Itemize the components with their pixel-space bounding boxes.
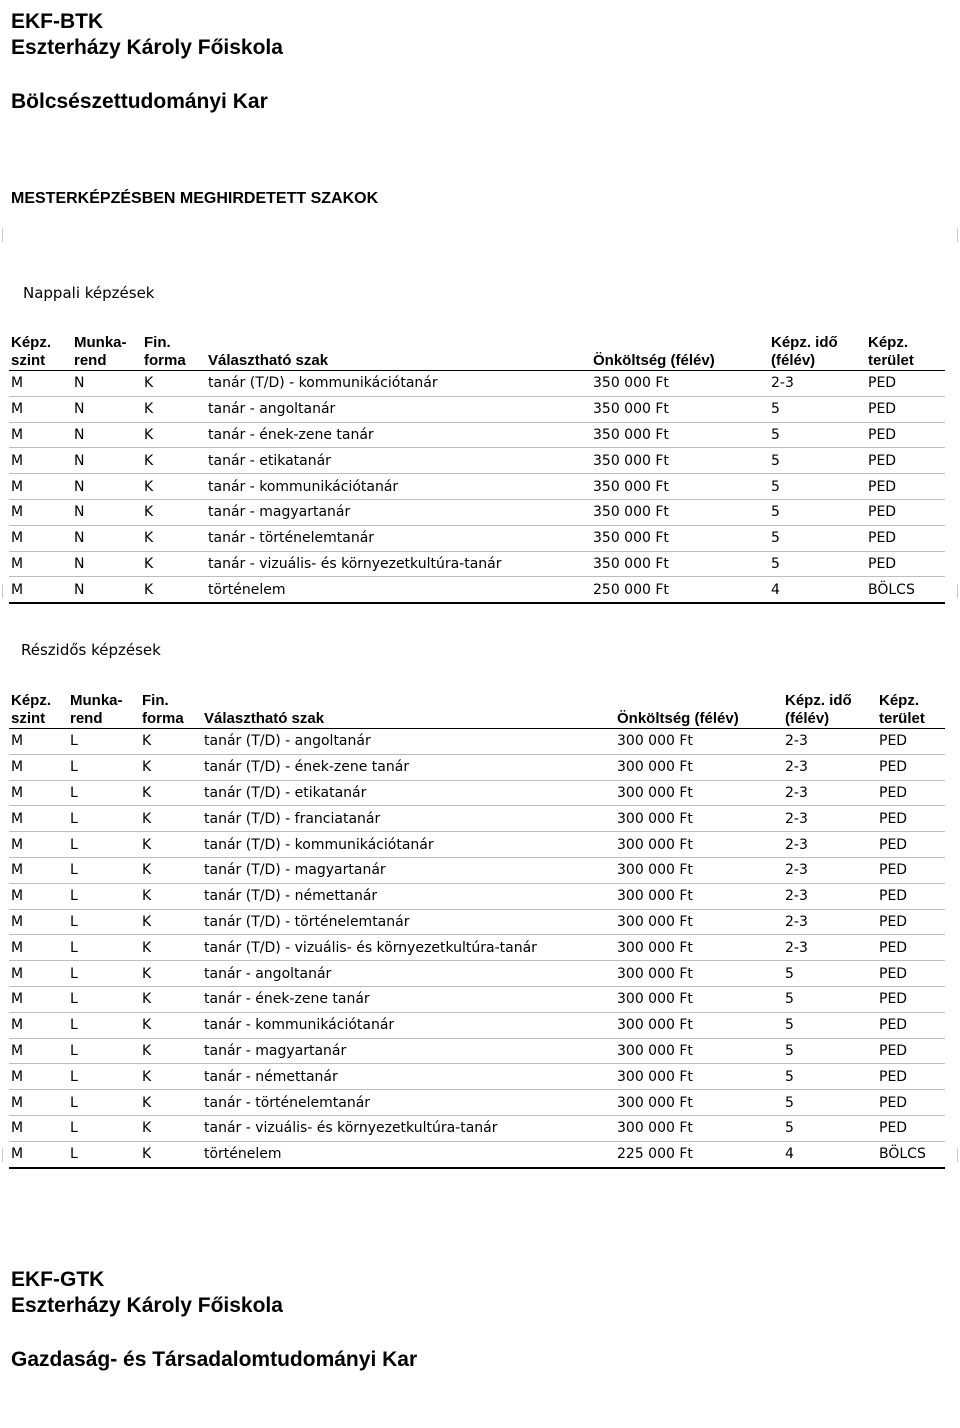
cell-szak: tanár - történelemtanár — [202, 1090, 615, 1116]
col-fin-forma: Fin. forma — [142, 332, 206, 371]
cell-kepz-ido: 5 — [783, 1090, 877, 1116]
cell-munkarend: L — [68, 1090, 140, 1116]
cell-onkoltseg: 300 000 Ft — [615, 909, 783, 935]
cell-fin-forma: K — [140, 1038, 202, 1064]
table-row — [9, 961, 945, 987]
cell-szak: tanár - kommunikációtanár — [206, 474, 591, 500]
cell-onkoltseg: 300 000 Ft — [615, 754, 783, 780]
cell-onkoltseg: 300 000 Ft — [615, 780, 783, 806]
cell-fin-forma: K — [140, 909, 202, 935]
table-row — [9, 857, 945, 883]
table-row — [9, 474, 945, 500]
cell-fin-forma: K — [140, 754, 202, 780]
cell-fin-forma: K — [142, 499, 206, 525]
cell-onkoltseg: 300 000 Ft — [615, 1038, 783, 1064]
cell-szak: tanár (T/D) - magyartanár — [202, 857, 615, 883]
cell-munkarend: L — [68, 1141, 140, 1167]
reszidos-table — [9, 690, 945, 1169]
table-row — [9, 832, 945, 858]
institution-name: Eszterházy Károly Főiskola — [11, 36, 283, 59]
cell-kepz-ido: 2-3 — [783, 857, 877, 883]
col-munkarend: Munka- rend — [68, 690, 140, 729]
table-row — [9, 371, 945, 397]
table-row — [9, 1090, 945, 1116]
cell-kepz-ido: 5 — [769, 499, 866, 525]
table-row — [9, 1115, 945, 1141]
cell-kepz-szint: M — [9, 525, 72, 551]
cell-kepz-szint: M — [9, 422, 72, 448]
cell-kepz-szint: M — [9, 935, 68, 961]
table-row — [9, 729, 945, 755]
cell-onkoltseg: 300 000 Ft — [615, 832, 783, 858]
cell-kepz-szint: M — [9, 780, 68, 806]
cell-kepz-ido: 5 — [769, 396, 866, 422]
cell-kepz-ido: 2-3 — [783, 754, 877, 780]
cell-kepz-szint: M — [9, 1012, 68, 1038]
cell-szak: tanár (T/D) - ének-zene tanár — [202, 754, 615, 780]
cell-kepz-terulet: BÖLCS — [866, 577, 945, 603]
cell-onkoltseg: 300 000 Ft — [615, 806, 783, 832]
cell-kepz-terulet: PED — [877, 883, 945, 909]
col-kepz-szint: Képz. szint — [9, 332, 72, 371]
table-row — [9, 806, 945, 832]
reszidos-table-header — [9, 690, 945, 729]
cell-kepz-ido: 4 — [769, 577, 866, 603]
cell-kepz-szint: M — [9, 729, 68, 755]
table-row — [9, 1012, 945, 1038]
cell-munkarend: L — [68, 857, 140, 883]
col-valaszthato-szak: Választható szak — [206, 332, 591, 371]
cell-onkoltseg: 300 000 Ft — [615, 1090, 783, 1116]
cell-kepz-szint: M — [9, 551, 72, 577]
cell-fin-forma: K — [140, 1090, 202, 1116]
table-row — [9, 448, 945, 474]
cell-fin-forma: K — [140, 832, 202, 858]
cell-kepz-terulet: PED — [866, 499, 945, 525]
cell-kepz-szint: M — [9, 909, 68, 935]
cell-munkarend: L — [68, 883, 140, 909]
cell-fin-forma: K — [142, 551, 206, 577]
cell-szak: tanár - etikatanár — [206, 448, 591, 474]
cell-fin-forma: K — [142, 396, 206, 422]
cell-fin-forma: K — [142, 525, 206, 551]
cell-munkarend: L — [68, 1115, 140, 1141]
cell-kepz-ido: 4 — [783, 1141, 877, 1167]
col-kepz-terulet: Képz. terület — [866, 332, 945, 371]
cell-kepz-terulet: PED — [877, 729, 945, 755]
cell-onkoltseg: 300 000 Ft — [615, 1115, 783, 1141]
cell-kepz-terulet: PED — [877, 832, 945, 858]
section-title: MESTERKÉPZÉSBEN MEGHIRDETETT SZAKOK — [11, 190, 379, 207]
col-munkarend: Munka- rend — [72, 332, 142, 371]
cell-kepz-terulet: PED — [877, 1115, 945, 1141]
cell-onkoltseg: 350 000 Ft — [591, 371, 769, 397]
cell-kepz-ido: 5 — [769, 448, 866, 474]
nappali-table-body — [9, 371, 945, 604]
cell-kepz-terulet: PED — [866, 448, 945, 474]
table-row — [9, 780, 945, 806]
cell-szak: tanár (T/D) - franciatanár — [202, 806, 615, 832]
cell-fin-forma: K — [140, 1064, 202, 1090]
footer-institution-name: Eszterházy Károly Főiskola — [11, 1294, 283, 1317]
cell-kepz-ido: 5 — [783, 961, 877, 987]
cell-szak: tanár - vizuális- és környezetkultúra-tanár — [202, 1115, 615, 1141]
cell-kepz-ido: 2-3 — [783, 832, 877, 858]
cell-kepz-terulet: PED — [877, 780, 945, 806]
cell-szak: tanár - ének-zene tanár — [202, 986, 615, 1012]
cell-munkarend: L — [68, 961, 140, 987]
footer-faculty-code: EKF-GTK — [11, 1268, 105, 1291]
cell-fin-forma: K — [140, 1141, 202, 1167]
col-kepz-ido: Képz. idő (félév) — [769, 332, 866, 371]
cell-kepz-terulet: PED — [877, 1064, 945, 1090]
cell-munkarend: L — [68, 754, 140, 780]
faculty-name: Bölcsészettudományi Kar — [11, 90, 268, 113]
cell-onkoltseg: 350 000 Ft — [591, 448, 769, 474]
footer-faculty-name: Gazdaság- és Társadalomtudományi Kar — [11, 1348, 418, 1371]
cell-kepz-szint: M — [9, 961, 68, 987]
cell-munkarend: N — [72, 474, 142, 500]
cell-kepz-ido: 2-3 — [783, 780, 877, 806]
cell-kepz-terulet: PED — [877, 806, 945, 832]
cell-fin-forma: K — [142, 474, 206, 500]
cell-kepz-terulet: PED — [877, 1090, 945, 1116]
cell-munkarend: N — [72, 448, 142, 474]
cell-kepz-szint: M — [9, 577, 72, 603]
cell-fin-forma: K — [142, 371, 206, 397]
cell-szak: tanár - kommunikációtanár — [202, 1012, 615, 1038]
cell-fin-forma: K — [140, 961, 202, 987]
cell-onkoltseg: 350 000 Ft — [591, 422, 769, 448]
cell-szak: tanár (T/D) - kommunikációtanár — [202, 832, 615, 858]
cell-kepz-ido: 5 — [783, 1012, 877, 1038]
cell-kepz-terulet: PED — [866, 371, 945, 397]
cell-kepz-terulet: PED — [866, 396, 945, 422]
cell-munkarend: N — [72, 577, 142, 603]
nappali-table-header — [9, 332, 945, 371]
cell-kepz-szint: M — [9, 1090, 68, 1116]
cell-kepz-szint: M — [9, 1064, 68, 1090]
cell-kepz-szint: M — [9, 754, 68, 780]
cell-szak: tanár (T/D) - történelemtanár — [202, 909, 615, 935]
cell-kepz-szint: M — [9, 499, 72, 525]
cell-kepz-szint: M — [9, 986, 68, 1012]
cell-kepz-ido: 2-3 — [783, 806, 877, 832]
cell-kepz-ido: 5 — [783, 1038, 877, 1064]
col-onkoltseg: Önköltség (félév) — [615, 690, 783, 729]
cell-onkoltseg: 300 000 Ft — [615, 1012, 783, 1038]
cell-munkarend: L — [68, 1012, 140, 1038]
cell-kepz-szint: M — [9, 806, 68, 832]
cell-kepz-terulet: PED — [877, 986, 945, 1012]
cell-kepz-terulet: PED — [877, 1012, 945, 1038]
table-row — [9, 986, 945, 1012]
cell-onkoltseg: 300 000 Ft — [615, 961, 783, 987]
cell-kepz-ido: 2-3 — [783, 883, 877, 909]
cell-munkarend: L — [68, 1038, 140, 1064]
table-row — [9, 422, 945, 448]
cell-kepz-terulet: PED — [877, 857, 945, 883]
edge-mark — [957, 228, 958, 242]
cell-kepz-szint: M — [9, 883, 68, 909]
cell-onkoltseg: 300 000 Ft — [615, 986, 783, 1012]
cell-fin-forma: K — [140, 1115, 202, 1141]
cell-onkoltseg: 350 000 Ft — [591, 525, 769, 551]
cell-onkoltseg: 350 000 Ft — [591, 396, 769, 422]
nappali-title: Nappali képzések — [23, 284, 155, 302]
cell-munkarend: L — [68, 1064, 140, 1090]
cell-munkarend: N — [72, 396, 142, 422]
cell-kepz-ido: 2-3 — [769, 371, 866, 397]
cell-munkarend: N — [72, 525, 142, 551]
edge-mark — [2, 1148, 3, 1162]
cell-kepz-terulet: PED — [877, 935, 945, 961]
cell-fin-forma: K — [140, 857, 202, 883]
edge-mark — [2, 584, 3, 598]
table-row — [9, 909, 945, 935]
cell-kepz-terulet: BÖLCS — [877, 1141, 945, 1167]
cell-kepz-ido: 2-3 — [783, 729, 877, 755]
table-row — [9, 499, 945, 525]
cell-munkarend: L — [68, 986, 140, 1012]
table-row — [9, 754, 945, 780]
cell-onkoltseg: 300 000 Ft — [615, 1064, 783, 1090]
cell-munkarend: N — [72, 499, 142, 525]
cell-munkarend: L — [68, 780, 140, 806]
cell-munkarend: L — [68, 909, 140, 935]
cell-munkarend: L — [68, 729, 140, 755]
cell-szak: tanár - angoltanár — [206, 396, 591, 422]
nappali-table — [9, 332, 945, 604]
cell-fin-forma: K — [142, 422, 206, 448]
cell-onkoltseg: 350 000 Ft — [591, 551, 769, 577]
table-row — [9, 883, 945, 909]
cell-fin-forma: K — [140, 986, 202, 1012]
cell-munkarend: L — [68, 935, 140, 961]
table-row — [9, 396, 945, 422]
cell-munkarend: N — [72, 371, 142, 397]
cell-kepz-szint: M — [9, 1141, 68, 1167]
cell-fin-forma: K — [140, 935, 202, 961]
cell-szak: tanár (T/D) - etikatanár — [202, 780, 615, 806]
cell-kepz-szint: M — [9, 371, 72, 397]
table-row — [9, 1064, 945, 1090]
cell-munkarend: L — [68, 806, 140, 832]
col-kepz-terulet: Képz. terület — [877, 690, 945, 729]
cell-fin-forma: K — [140, 780, 202, 806]
cell-kepz-terulet: PED — [877, 754, 945, 780]
cell-kepz-terulet: PED — [877, 961, 945, 987]
cell-onkoltseg: 300 000 Ft — [615, 857, 783, 883]
cell-kepz-terulet: PED — [866, 474, 945, 500]
cell-szak: tanár - angoltanár — [202, 961, 615, 987]
col-valaszthato-szak: Választható szak — [202, 690, 615, 729]
edge-mark — [957, 584, 958, 598]
cell-szak: történelem — [202, 1141, 615, 1167]
cell-szak: tanár (T/D) - vizuális- és környezetkultúra-tanár — [202, 935, 615, 961]
cell-szak: történelem — [206, 577, 591, 603]
cell-kepz-terulet: PED — [866, 422, 945, 448]
cell-szak: tanár - magyartanár — [202, 1038, 615, 1064]
cell-fin-forma: K — [140, 806, 202, 832]
cell-kepz-szint: M — [9, 474, 72, 500]
cell-szak: tanár (T/D) - némettanár — [202, 883, 615, 909]
cell-szak: tanár - némettanár — [202, 1064, 615, 1090]
cell-kepz-ido: 5 — [769, 474, 866, 500]
cell-kepz-ido: 5 — [769, 551, 866, 577]
table-row — [9, 935, 945, 961]
cell-munkarend: N — [72, 422, 142, 448]
table-row — [9, 1141, 945, 1167]
reszidos-title: Részidős képzések — [21, 641, 161, 659]
table-row — [9, 1038, 945, 1064]
cell-kepz-ido: 5 — [783, 1064, 877, 1090]
cell-kepz-terulet: PED — [877, 909, 945, 935]
col-onkoltseg: Önköltség (félév) — [591, 332, 769, 371]
cell-fin-forma: K — [142, 577, 206, 603]
cell-onkoltseg: 250 000 Ft — [591, 577, 769, 603]
cell-kepz-ido: 2-3 — [783, 935, 877, 961]
cell-kepz-ido: 5 — [769, 422, 866, 448]
cell-fin-forma: K — [140, 883, 202, 909]
col-kepz-szint: Képz. szint — [9, 690, 68, 729]
table-row — [9, 577, 945, 603]
cell-munkarend: L — [68, 832, 140, 858]
cell-kepz-ido: 5 — [769, 525, 866, 551]
cell-kepz-szint: M — [9, 1115, 68, 1141]
faculty-code: EKF-BTK — [11, 10, 104, 33]
cell-kepz-terulet: PED — [877, 1038, 945, 1064]
cell-kepz-ido: 5 — [783, 986, 877, 1012]
edge-mark — [2, 228, 3, 242]
col-kepz-ido: Képz. idő (félév) — [783, 690, 877, 729]
edge-mark — [957, 1148, 958, 1162]
cell-szak: tanár (T/D) - angoltanár — [202, 729, 615, 755]
cell-fin-forma: K — [142, 448, 206, 474]
table-row — [9, 551, 945, 577]
cell-szak: tanár - magyartanár — [206, 499, 591, 525]
cell-kepz-szint: M — [9, 448, 72, 474]
cell-kepz-szint: M — [9, 857, 68, 883]
cell-fin-forma: K — [140, 729, 202, 755]
cell-munkarend: N — [72, 551, 142, 577]
cell-szak: tanár - vizuális- és környezetkultúra-tanár — [206, 551, 591, 577]
cell-kepz-ido: 5 — [783, 1115, 877, 1141]
table-row — [9, 525, 945, 551]
cell-kepz-terulet: PED — [866, 551, 945, 577]
cell-szak: tanár - ének-zene tanár — [206, 422, 591, 448]
col-fin-forma: Fin. forma — [140, 690, 202, 729]
cell-fin-forma: K — [140, 1012, 202, 1038]
cell-kepz-szint: M — [9, 1038, 68, 1064]
cell-szak: tanár - történelemtanár — [206, 525, 591, 551]
cell-onkoltseg: 300 000 Ft — [615, 883, 783, 909]
cell-onkoltseg: 225 000 Ft — [615, 1141, 783, 1167]
reszidos-table-body — [9, 729, 945, 1168]
cell-kepz-szint: M — [9, 832, 68, 858]
cell-onkoltseg: 350 000 Ft — [591, 474, 769, 500]
cell-onkoltseg: 350 000 Ft — [591, 499, 769, 525]
cell-kepz-terulet: PED — [866, 525, 945, 551]
cell-kepz-szint: M — [9, 396, 72, 422]
cell-onkoltseg: 300 000 Ft — [615, 729, 783, 755]
cell-onkoltseg: 300 000 Ft — [615, 935, 783, 961]
cell-kepz-ido: 2-3 — [783, 909, 877, 935]
cell-szak: tanár (T/D) - kommunikációtanár — [206, 371, 591, 397]
